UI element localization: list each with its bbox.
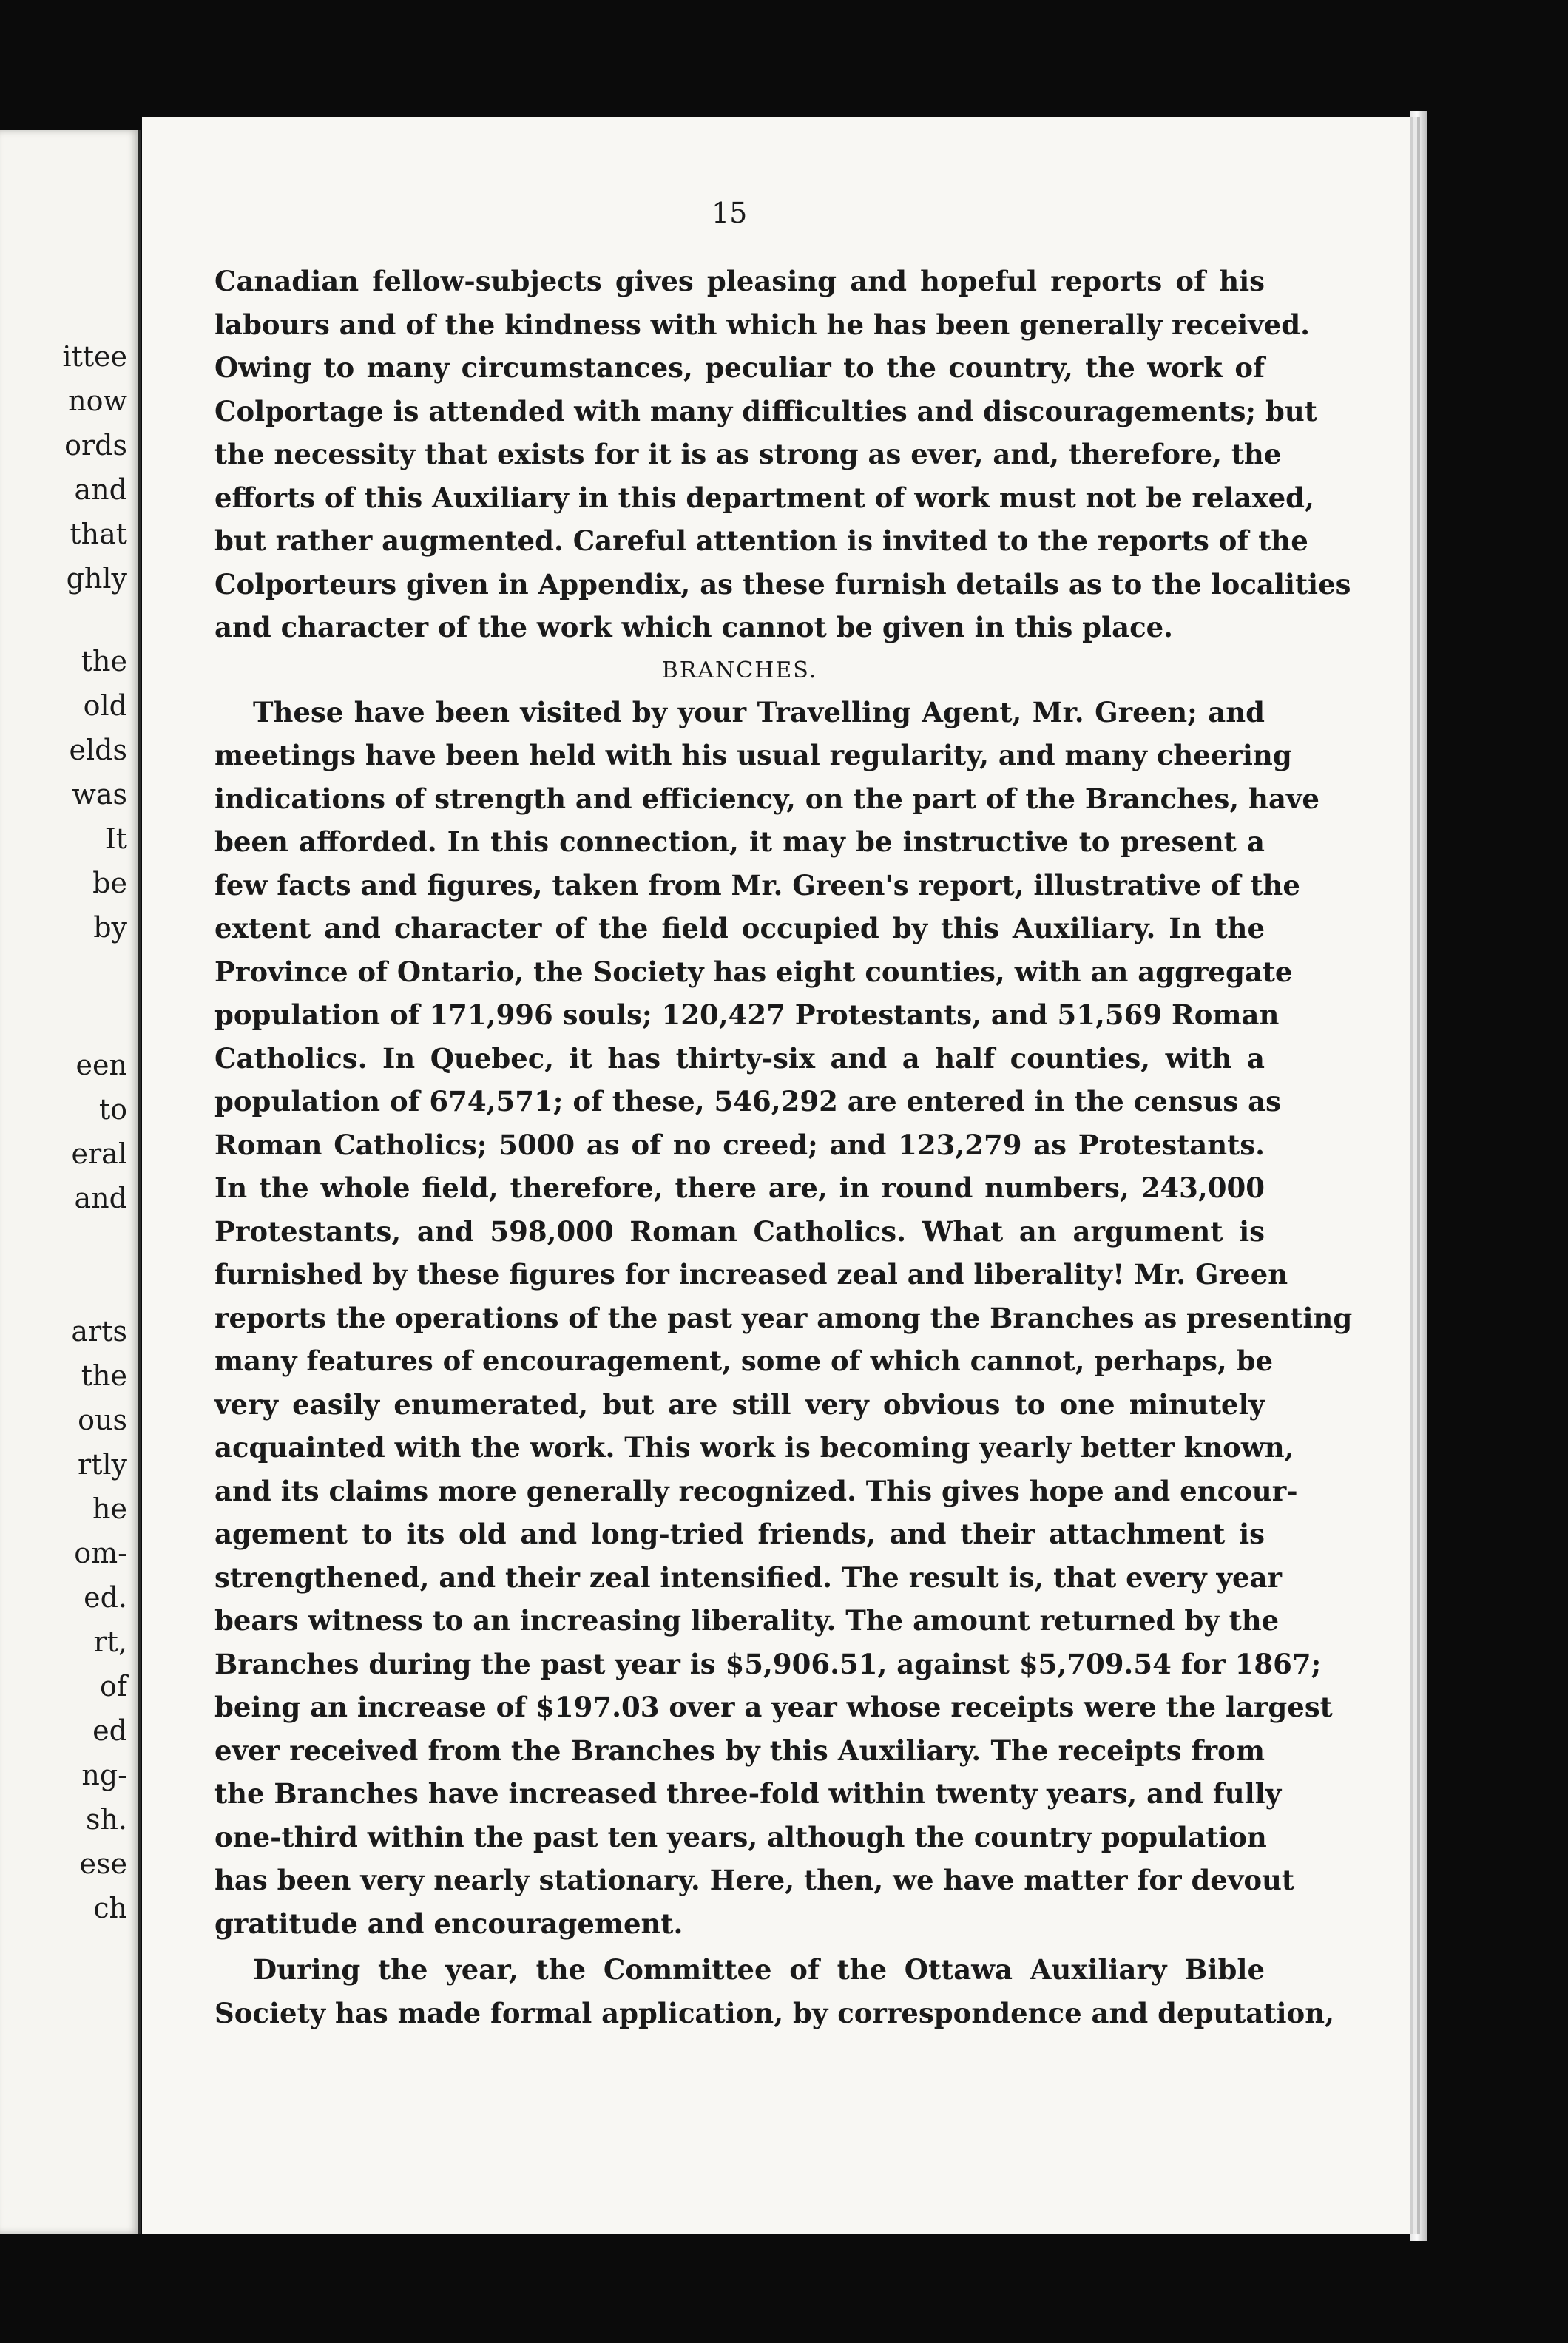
- previous-page-text-fragment: he: [92, 1492, 127, 1525]
- text-line: very easily enumerated, but are still very obvious to one minutely: [214, 1388, 1265, 1421]
- previous-page-text-fragment: ch: [93, 1892, 127, 1924]
- text-line: agement to its old and long-tried friends, and their attachment is: [214, 1518, 1265, 1550]
- section-heading: BRANCHES.: [661, 657, 818, 683]
- previous-page-text-fragment: of: [100, 1670, 127, 1703]
- previous-page-text-fragment: old: [83, 689, 127, 722]
- text-line: labours and of the kindness with which he has been generally received.: [214, 308, 1310, 341]
- text-line: Colportage is attended with many difficulties and discouragements; but: [214, 395, 1317, 427]
- previous-page-text-fragment: It: [104, 822, 127, 855]
- text-line: acquainted with the work. This work is becoming yearly better known,: [214, 1431, 1294, 1464]
- previous-page-text-fragment: eral: [71, 1137, 127, 1170]
- text-line: and character of the work which cannot be given in this place.: [214, 611, 1174, 643]
- previous-page-text-fragment: ed.: [84, 1581, 127, 1614]
- text-line: gratitude and encouragement.: [214, 1907, 683, 1940]
- previous-page-text-fragment: een: [75, 1049, 127, 1081]
- text-line: population of 171,996 souls; 120,427 Protestants, and 51,569 Roman: [214, 998, 1280, 1031]
- text-line: These have been visited by your Travelling Agent, Mr. Green; and: [253, 696, 1265, 728]
- previous-page-text-fragment: ous: [78, 1404, 127, 1436]
- text-line: furnished by these figures for increased zeal and liberality! Mr. Green: [214, 1258, 1288, 1291]
- page-edge: [1410, 111, 1427, 2241]
- previous-page-text-fragment: now: [68, 385, 127, 417]
- previous-page-text-fragment: the: [81, 645, 127, 677]
- book-page: [142, 117, 1410, 2234]
- previous-page-text-fragment: to: [98, 1093, 127, 1126]
- text-line: Colporteurs given in Appendix, as these furnish details as to the localities: [214, 568, 1351, 601]
- text-line: one-third within the past ten years, although the country population: [214, 1821, 1267, 1853]
- previous-page-text-fragment: rtly: [77, 1448, 127, 1481]
- previous-page-text-fragment: arts: [71, 1315, 127, 1348]
- previous-page-text-fragment: sh.: [85, 1803, 127, 1836]
- text-line: being an increase of $197.03 over a year whose receipts were the largest: [214, 1691, 1333, 1723]
- previous-page-text-fragment: that: [70, 518, 127, 550]
- text-line: Society has made formal application, by correspondence and deputation,: [214, 1997, 1334, 2029]
- previous-page-text-fragment: rt,: [93, 1626, 127, 1658]
- text-line: and its claims more generally recognized. This gives hope and encour-: [214, 1475, 1298, 1507]
- previous-page-fragment: [0, 130, 139, 2234]
- text-line: Catholics. In Quebec, it has thirty-six and a half counties, with a: [214, 1042, 1265, 1075]
- previous-page-text-fragment: ng-: [81, 1759, 127, 1791]
- text-line: Owing to many circumstances, peculiar to the country, the work of: [214, 351, 1265, 384]
- text-line: efforts of this Auxiliary in this department of work must not be relaxed,: [214, 481, 1314, 514]
- text-line: reports the operations of the past year among the Branches as presenting: [214, 1302, 1353, 1334]
- previous-page-text-fragment: ed: [92, 1714, 127, 1747]
- previous-page-text-fragment: ghly: [66, 562, 127, 595]
- text-line: meetings have been held with his usual regularity, and many cheering: [214, 739, 1292, 771]
- text-line: Branches during the past year is $5,906.51, against $5,709.54 for 1867;: [214, 1648, 1322, 1680]
- text-line: strengthened, and their zeal intensified. The result is, that every year: [214, 1561, 1283, 1594]
- text-line: has been very nearly stationary. Here, then, we have matter for devout: [214, 1864, 1295, 1896]
- previous-page-text-fragment: by: [93, 911, 127, 944]
- text-line: indications of strength and efficiency, on the part of the Branches, have: [214, 782, 1319, 815]
- text-line: bears witness to an increasing liberality. The amount returned by the: [214, 1604, 1280, 1637]
- gutter-shadow: [138, 130, 141, 2234]
- text-line: many features of encouragement, some of which cannot, perhaps, be: [214, 1345, 1274, 1377]
- text-line: few facts and figures, taken from Mr. Green's report, illustrative of the: [214, 869, 1300, 902]
- text-line: the Branches have increased three-fold within twenty years, and fully: [214, 1777, 1282, 1810]
- previous-page-text-fragment: ittee: [62, 340, 127, 373]
- text-line: Canadian fellow-subjects gives pleasing and hopeful reports of his: [214, 265, 1265, 297]
- text-line: ever received from the Branches by this Auxiliary. The receipts from: [214, 1734, 1265, 1767]
- previous-page-text-fragment: ords: [64, 429, 127, 462]
- page-number: 15: [712, 197, 748, 229]
- text-line: In the whole field, therefore, there are, in round numbers, 243,000: [214, 1172, 1265, 1204]
- text-line: but rather augmented. Careful attention is invited to the reports of the: [214, 524, 1308, 557]
- previous-page-text-fragment: elds: [69, 734, 127, 766]
- text-line: the necessity that exists for it is as strong as ever, and, therefore, the: [214, 438, 1282, 470]
- text-line: extent and character of the field occupied by this Auxiliary. In the: [214, 912, 1265, 944]
- text-line: population of 674,571; of these, 546,292 are entered in the census as: [214, 1085, 1281, 1118]
- previous-page-text-fragment: be: [92, 867, 127, 899]
- text-line: been afforded. In this connection, it may be instructive to present a: [214, 825, 1265, 858]
- previous-page-text-fragment: was: [72, 778, 127, 811]
- previous-page-text-fragment: and: [74, 1182, 127, 1214]
- text-line: During the year, the Committee of the Ottawa Auxiliary Bible: [253, 1953, 1265, 1986]
- previous-page-text-fragment: the: [81, 1359, 127, 1392]
- text-line: Province of Ontario, the Society has eight counties, with an aggregate: [214, 956, 1293, 988]
- previous-page-text-fragment: om-: [74, 1537, 127, 1569]
- text-line: Protestants, and 598,000 Roman Catholics. What an argument is: [214, 1215, 1265, 1248]
- previous-page-text-fragment: ese: [79, 1847, 127, 1880]
- text-line: Roman Catholics; 5000 as of no creed; and 123,279 as Protestants.: [214, 1129, 1265, 1161]
- previous-page-text-fragment: and: [74, 473, 127, 506]
